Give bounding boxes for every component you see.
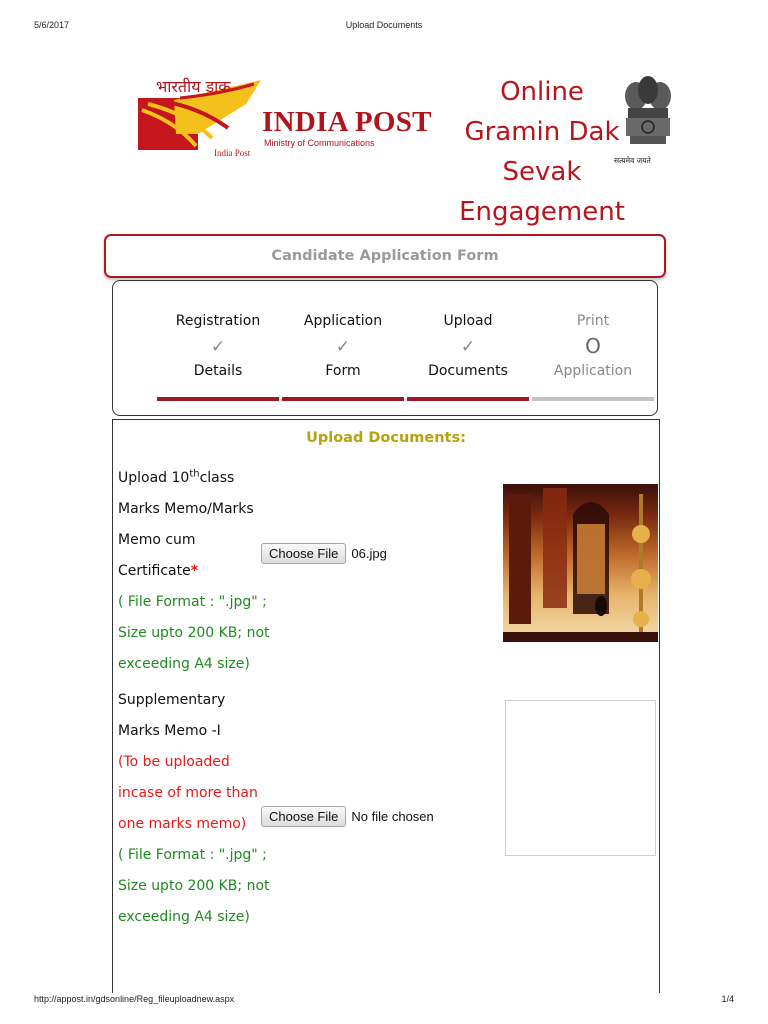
logo-ministry-text: Ministry of Communications [264,138,375,148]
upload-note: one marks memo) [118,816,247,832]
upload-documents-panel [112,419,660,993]
site-title-line: Online [500,77,584,107]
preview-image-graphic [503,484,658,642]
step-check-icon: ✓ [335,337,351,357]
selected-file-name: 06.jpg [351,546,387,561]
national-emblem-icon [620,70,676,166]
step-check-icon: ✓ [460,337,476,357]
upload-heading: Upload Documents: [306,430,466,446]
logo-wordmark: INDIA POST [262,106,432,138]
step-label: Details [193,363,243,379]
step-label: Documents [428,363,508,379]
progress-steps [112,280,658,416]
label-text: Supplementary [118,692,226,708]
print-date: 5/6/2017 [34,20,70,30]
step-label: Application [303,313,383,329]
marks-memo-file-input[interactable] [261,543,387,564]
site-title [454,72,630,232]
step-pending-icon: O [585,334,601,358]
print-url: http://appost.in/gdsonline/Reg_fileuploadnew.aspx [34,994,235,1004]
step-label: Registration [175,313,261,329]
label-text: Certificate [118,563,191,579]
label-text: Upload 10 [118,470,190,486]
label-text: Marks Memo/Marks [118,501,254,517]
site-title-line: Engagement [459,197,625,227]
supplementary-memo-label [118,685,268,933]
choose-file-button[interactable]: Choose File [261,543,346,564]
label-text: class [199,470,235,486]
step-check-icon: ✓ [210,337,226,357]
step-label: Application [553,363,633,379]
step-progress-bar [532,397,654,401]
print-page-title: Upload Documents [345,20,423,30]
choose-file-button[interactable]: Choose File [261,806,346,827]
file-format-hint: exceeding A4 size) [118,909,250,925]
file-format-hint: ( File Format : ".jpg" ; [118,594,267,610]
step-progress-bar [157,397,279,401]
file-format-hint: ( File Format : ".jpg" ; [118,847,267,863]
marks-memo-preview-image [503,484,658,642]
file-format-hint: Size upto 200 KB; not [118,625,270,641]
logo-hindi-text: भारतीय डाक [156,77,231,96]
step-progress-bar [407,397,529,401]
label-text: Memo cum [118,532,196,548]
print-footer [34,994,734,1006]
step-label: Upload [443,313,493,329]
site-title-line: Sevak [502,157,582,187]
site-banner [136,70,676,230]
upload-note: (To be uploaded [118,754,230,770]
file-format-hint: Size upto 200 KB; not [118,878,270,894]
logo-small-text: India Post [214,148,251,158]
label-superscript: th [189,468,200,480]
form-title: Candidate Application Form [104,234,666,278]
site-title-line: Gramin Dak [464,117,620,147]
label-text: Marks Memo -I [118,723,221,739]
selected-file-name: No file chosen [351,809,434,824]
supplementary-memo-file-input[interactable] [261,806,434,827]
emblem-motto: सत्यमेव जयते [614,156,651,165]
marks-memo-label [118,463,268,680]
upload-note: incase of more than [118,785,258,801]
supplementary-memo-preview-box [505,700,656,856]
step-label: Print [576,313,610,329]
file-format-hint: exceeding A4 size) [118,656,250,672]
required-asterisk: * [190,563,199,579]
step-progress-bar [282,397,404,401]
step-label: Form [325,363,361,379]
print-header [34,20,734,32]
print-page-count: 1/4 [721,994,734,1004]
